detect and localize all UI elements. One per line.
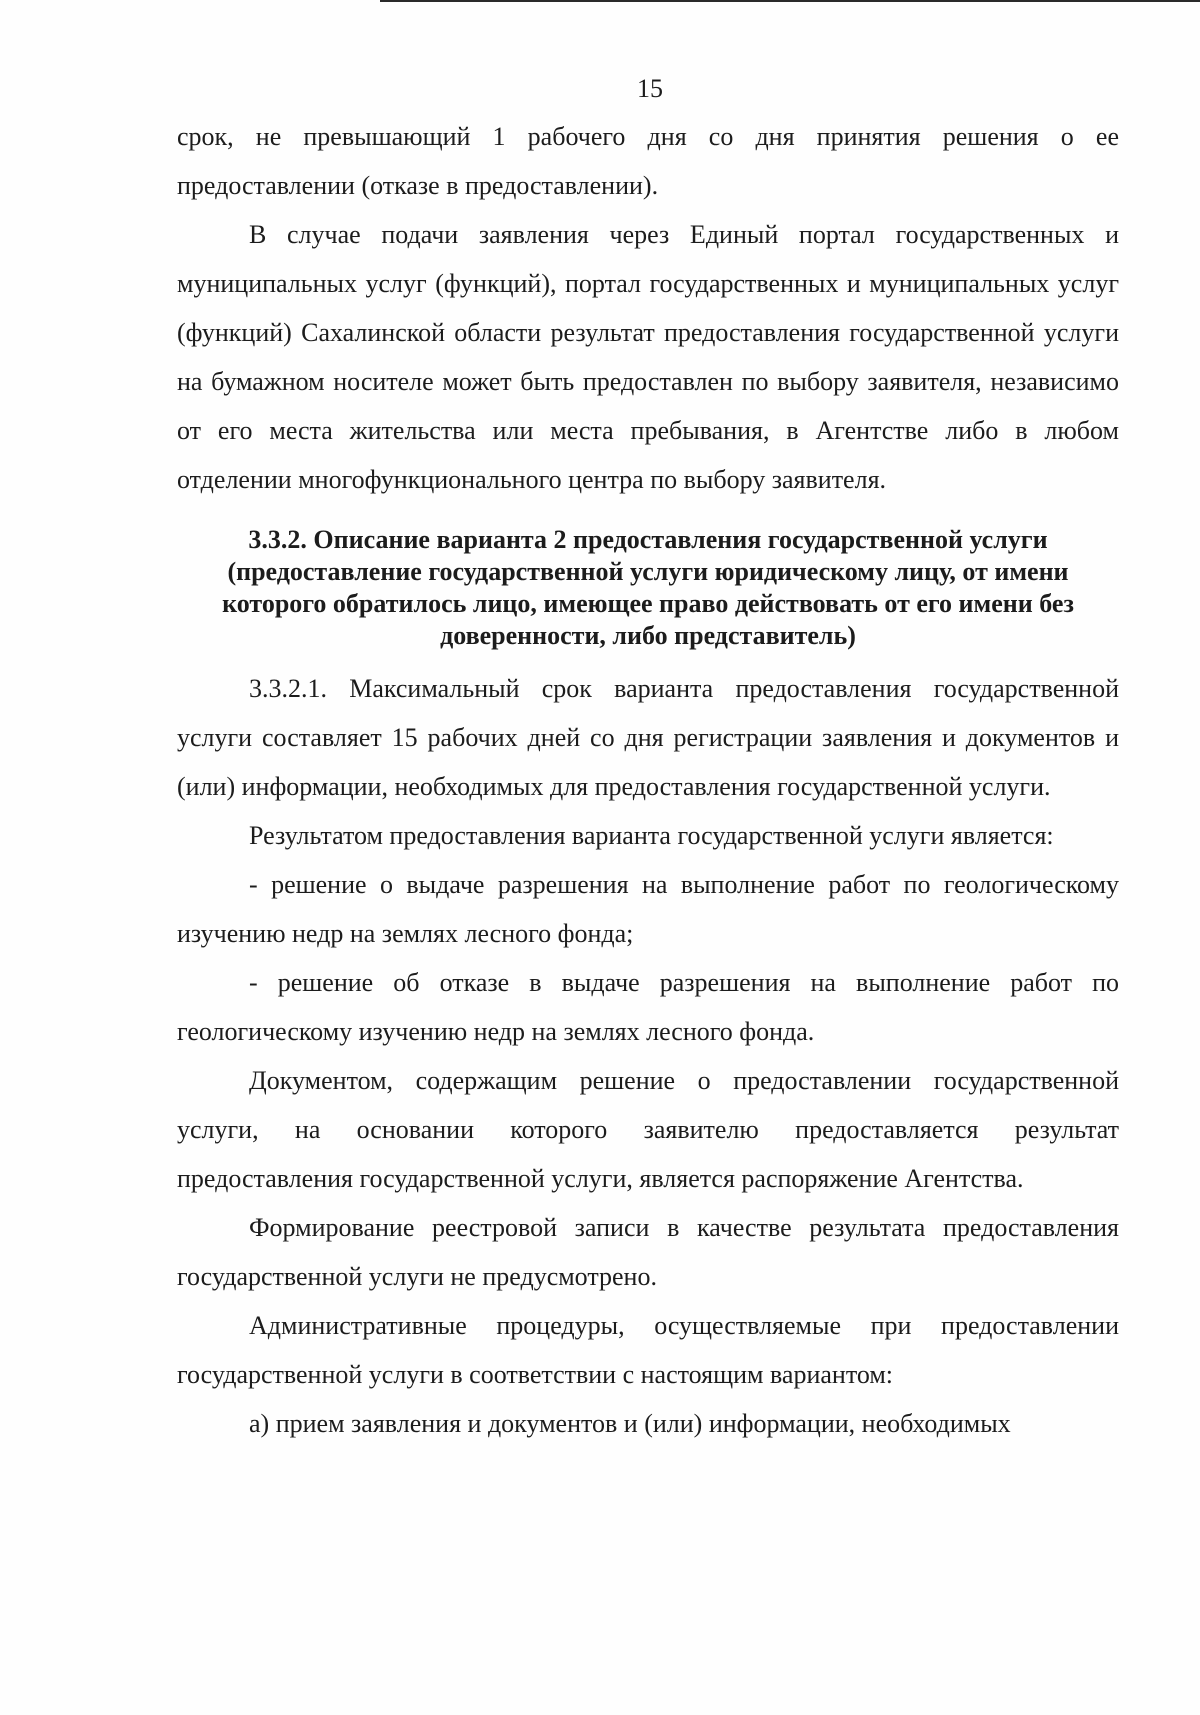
list-item-procedure-a: а) прием заявления и документов и (или) информации, необходимых [249, 1409, 1011, 1438]
paragraph-result-intro: Результатом предоставления варианта государственной услуги является: [249, 821, 1054, 850]
document-body [177, 112, 1119, 1448]
section-heading-3-3-2: 3.3.2. Описание варианта 2 предоставления государственной услуги (предоставление государственной услуги юридическому лицу, от имени которого обратилось лицо, имеющее право действовать от его имени без доверенности, либо представитель) [222, 525, 1074, 650]
paragraph-result-document: Документом, содержащим решение о предоставлении государственной услуги, на основании которого заявителю предоставляется результат предоставления государственной услуги, является распоряжение Агентства. [177, 1066, 1119, 1193]
page-number: 15 [637, 74, 663, 103]
paragraph-max-term: 3.3.2.1. Максимальный срок варианта предоставления государственной услуги составляет 15 рабочих дней со дня регистрации заявления и документов и (или) информации, необходимых для предоставления государственной услуги. [177, 674, 1119, 801]
list-item-decision-refusal: - решение об отказе в выдаче разрешения на выполнение работ по геологическому изучению недр на землях лесного фонда. [177, 968, 1119, 1046]
paragraph-portal-delivery: В случае подачи заявления через Единый портал государственных и муниципальных услуг (функций), портал государственных и муниципальных услуг (функций) Сахалинской области результат предоставления государственной услуги на бумажном носителе может быть предоставлен по выбору заявителя, независимо от его места жительства или места пребывания, в Агентстве либо в любом отделении многофункционального центра по выбору заявителя. [177, 220, 1119, 494]
paragraph-continuation: срок, не превышающий 1 рабочего дня со дня принятия решения о ее предоставлении (отказе в предоставлении). [177, 122, 1119, 200]
paragraph-admin-procedures: Административные процедуры, осуществляемые при предоставлении государственной услуги в соответствии с настоящим вариантом: [177, 1311, 1119, 1389]
paragraph-registry-record: Формирование реестровой записи в качестве результата предоставления государственной услуги не предусмотрено. [177, 1213, 1119, 1291]
top-rule [380, 0, 1200, 2]
list-item-decision-grant: - решение о выдаче разрешения на выполнение работ по геологическому изучению недр на землях лесного фонда; [177, 870, 1119, 948]
